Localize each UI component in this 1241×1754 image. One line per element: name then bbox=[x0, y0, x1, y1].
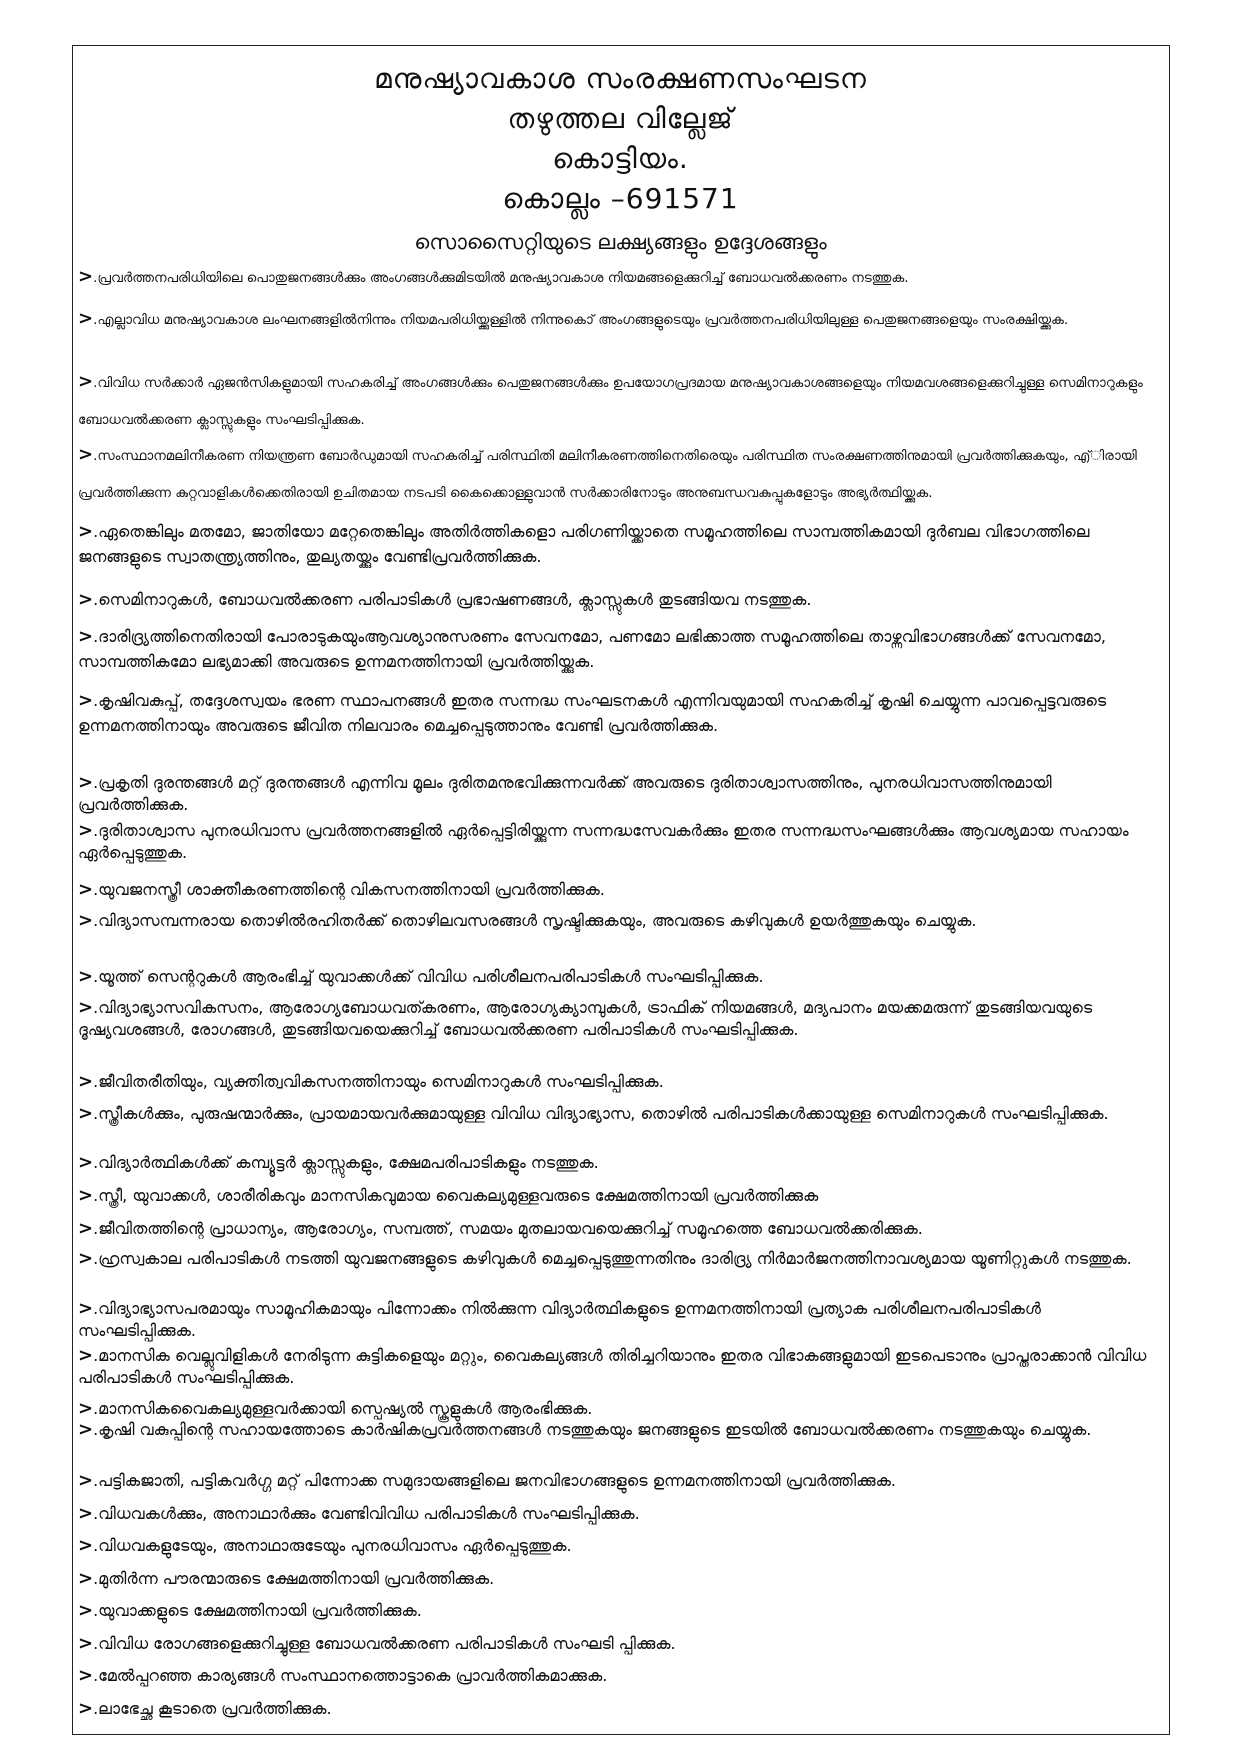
list-item bbox=[78, 772, 1163, 816]
list-item bbox=[78, 1566, 1163, 1591]
list-item-text: .എല്ലാവിധ മനുഷ്യാവകാശ ലംഘനങ്ങളിൽനിന്നും നിയമപരിധിയ്ക്കുള്ളിൽ നിന്നുകൊ് അംഗങ്ങളുടെയും പ്രവർത്തനപരിധിയിലുള്ള പെതുജനങ്ങളെയും സംരക്ഷിയ്ക്കുക. bbox=[93, 312, 1069, 328]
list-item-text: .സ്ത്രീകൾക്കും, പുരുഷന്മാർക്കും, പ്രായമായവർക്കുമായുള്ള വിവിധ വിദ്യാഭ്യാസ, തൊഴിൽ പരിപാടികൾക്കായുള്ള സെമിനാറുകൾ സംഘടിപ്പിക്കുക. bbox=[93, 1104, 1109, 1123]
bullet-arrow-icon: > bbox=[78, 1419, 94, 1440]
bullet-arrow-icon: > bbox=[78, 879, 94, 900]
bullet-arrow-icon: > bbox=[78, 1071, 94, 1092]
list-item-text: .സംസ്ഥാനമലിനീകരണ നിയന്ത്രണ ബോർഡുമായി സഹകരിച്ച് പരിസ്ഥിതി മലിനീകരണത്തിനെതിരെയും പരിസ്ഥിത സംരക്ഷണത്തിനുമായി പ്രവർത്തിക്കുകയും, എ്ിരായി പ്രവർത്തിക്കുന്ന കുറ്റവാളികൾക്കെതിരായി ഉചിതമായ നടപടി കൈക്കൊള്ളുവാൻ സർക്കാരിനോടും അനുബന്ധവകുപ്പുകളോടും അഭ്യർത്ഥിയ്ക്കുക. bbox=[78, 448, 1137, 501]
list-item bbox=[78, 300, 1163, 339]
list-item bbox=[78, 363, 1163, 439]
list-item bbox=[78, 1419, 1163, 1441]
list-item-text: .ദുരിതാശ്വാസ പുനരധിവാസ പ്രവർത്തനങ്ങളിൽ ഏർപ്പെട്ടിരിയ്ക്കുന്ന സന്നദ്ധസേവകർക്കും ഇതര സന്നദ്ധസംഘങ്ങൾക്കും ആവശ്യമായ സഹായം ഏർപ്പെടുത്തുക. bbox=[78, 821, 1129, 862]
list-item-text: .കൃഷി വകുപ്പിന്റെ സഹായത്തോടെ കാർഷികപ്രവർത്തനങ്ങൾ നടത്തുകയും ജനങ്ങളുടെ ഇടയിൽ ബോധവൽക്കരണം നടത്തുകയും ചെയ്യുക. bbox=[93, 1420, 1092, 1439]
bullet-arrow-icon: > bbox=[78, 1698, 94, 1719]
list-item bbox=[78, 1631, 1163, 1656]
bullet-arrow-icon: > bbox=[78, 521, 94, 542]
list-item bbox=[78, 877, 1163, 902]
list-item bbox=[78, 624, 1163, 674]
list-item bbox=[78, 1216, 1163, 1241]
bullet-arrow-icon: > bbox=[78, 444, 94, 465]
list-item-text: .ജീവിതരീതിയും, വ്യക്തിത്വവികസനത്തിനായും സെമിനാറുകൾ സംഘടിപ്പിക്കുക. bbox=[93, 1072, 664, 1091]
bullet-arrow-icon: > bbox=[78, 820, 94, 841]
bullet-arrow-icon: > bbox=[78, 1248, 94, 1269]
bullet-arrow-icon: > bbox=[78, 966, 94, 987]
list-item bbox=[78, 1248, 1163, 1270]
bullet-arrow-icon: > bbox=[78, 1470, 94, 1491]
list-item-text: .സ്ത്രീ, യുവാക്കൾ, ശാരീരികവും മാനസികവുമായ വൈകല്യമുള്ളവരുടെ ക്ഷേമത്തിനായി പ്രവർത്തിക്കുക bbox=[93, 1186, 819, 1205]
list-item bbox=[78, 519, 1163, 569]
town: കൊട്ടിയം. bbox=[552, 142, 689, 175]
list-item-text: .വിദ്യാസമ്പന്നരായ തൊഴിൽരഹിതർക്ക് തൊഴിലവസരങ്ങൾ സൃഷ്ടിക്കുകയും, അവരുടെ കഴിവുകൾ ഉയർത്തുകയും ചെയ്യുക. bbox=[93, 911, 977, 930]
list-item bbox=[78, 587, 1163, 612]
bullet-arrow-icon: > bbox=[78, 1345, 94, 1366]
bullet-arrow-icon: > bbox=[78, 1503, 94, 1524]
list-item-text: .ഹ്രസ്വകാല പരിപാടികൾ നടത്തി യുവജനങ്ങളുടെ കഴിവുകൾ മെച്ചപ്പെടുത്തുന്നതിനും ദാരിദ്ര്യ നിർമാർജനത്തിനാവശ്യമായ യൂണിറ്റുകൾ നടത്തുക. bbox=[93, 1249, 1132, 1268]
list-item-text: .വിധവകളുടേയും, അനാഥാരുടേയും പുനരധിവാസം ഏർപ്പെടുത്തുക. bbox=[93, 1536, 572, 1555]
list-item-text: .വിവിധ സർക്കാർ ഏജൻസികളുമായി സഹകരിച്ച് അംഗങ്ങൾക്കും പെതുജനങ്ങൾക്കും ഉപയോഗപ്രദമായ മനുഷ്യാവകാശങ്ങളെയും നിയമവശങ്ങളെക്കുറിച്ചുള്ള സെമിനാറുകളും ബോധവൽക്കരണ ക്ലാസ്സുകളും സംഘടിപ്പിക്കുക. bbox=[78, 375, 1143, 428]
list-item bbox=[78, 1696, 1163, 1721]
bullet-arrow-icon: > bbox=[78, 772, 94, 793]
bullet-arrow-icon: > bbox=[78, 1103, 94, 1124]
list-item bbox=[78, 1501, 1163, 1526]
list-item-text: .ദാരിദ്ര്യത്തിനെതിരായി പോരാടുകയുംആവശ്യാനുസരണം സേവനമോ, പണമോ ലഭിക്കാത്ത സമൂഹത്തിലെ താഴ്ന്നവിഭാഗങ്ങൾക്ക് സേവനമോ, സാമ്പത്തികമോ ലഭ്യമാക്കി അവരുടെ ഉന്നമനത്തിനായി പ്രവർത്തിയ്ക്കുക. bbox=[78, 627, 1106, 671]
list-item bbox=[78, 1533, 1163, 1558]
list-item bbox=[78, 688, 1163, 738]
bullet-arrow-icon: > bbox=[78, 1600, 94, 1621]
list-item-text: .യൂത്ത് സെന്ററുകൾ ആരംഭിച്ച് യുവാക്കൾക്ക് വിവിധ പരിശീലനപരിപാടികൾ സംഘടിപ്പിക്കുക. bbox=[93, 967, 764, 986]
list-item-text: .ജീവിതത്തിന്റെ പ്രാധാന്യം, ആരോഗ്യം, സമ്പത്ത്, സമയം മുതലായവയെക്കുറിച്ച് സമൂഹത്തെ ബോധവൽക്കരിക്കുക. bbox=[93, 1219, 923, 1238]
bullet-arrow-icon: > bbox=[78, 1185, 94, 1206]
bullet-arrow-icon: > bbox=[78, 371, 94, 392]
list-item bbox=[78, 997, 1163, 1041]
list-item bbox=[78, 1345, 1163, 1389]
list-item-text: .യുവാക്കളുടെ ക്ഷേമത്തിനായി പ്രവർത്തിക്കുക. bbox=[93, 1601, 422, 1620]
list-item bbox=[78, 1663, 1163, 1688]
list-item bbox=[78, 258, 1163, 297]
bullet-arrow-icon: > bbox=[78, 1665, 94, 1686]
list-item-text: .പട്ടികജാതി, പട്ടികവർഗ്ഗ മറ്റ് പിന്നോക്ക സമുദായങ്ങളിലെ ജനവിഭാഗങ്ങളുടെ ഉന്നമനത്തിനായി പ്രവർത്തിക്കുക. bbox=[93, 1471, 896, 1490]
section-title: സൊസൈറ്റിയുടെ ലക്ഷ്യങ്ങളും ഉദ്ദേശങ്ങളും bbox=[414, 230, 827, 254]
bullet-arrow-icon: > bbox=[78, 266, 94, 287]
bullet-arrow-icon: > bbox=[78, 997, 94, 1018]
list-item bbox=[78, 1468, 1163, 1493]
list-item-text: .കൃഷിവകുപ്പ്, തദ്ദേശസ്വയം ഭരണ സ്ഥാപനങ്ങൾ ഇതര സന്നദ്ധ സംഘടനകൾ എന്നിവയുമായി സഹകരിച്ച് കൃഷി ചെയ്യുന്ന പാവപ്പെട്ടവരുടെ ഉന്നമനത്തിനായും അവരുടെ ജീവിത നിലവാരം മെച്ചപ്പെടുത്താനും വേണ്ടി പ്രവർത്തിക്കുക. bbox=[78, 691, 1107, 735]
list-item-text: .വിദ്യാർത്ഥികൾക്ക് കമ്പ്യൂട്ടർ ക്ലാസ്സുകളും, ക്ഷേമപരിപാടികളും നടത്തുക. bbox=[93, 1153, 599, 1172]
bullet-arrow-icon: > bbox=[78, 1398, 94, 1419]
org-name: മനുഷ്യാവകാശ സംരക്ഷണസംഘടന bbox=[374, 62, 867, 95]
list-item-text: .പ്രകൃതി ദുരന്തങ്ങൾ മറ്റ് ദുരന്തങ്ങൾ എന്നിവ മൂലം ദുരിതമനുഭവിക്കുന്നവർക്ക് അവരുടെ ദുരിതാശ്വാസത്തിനും, പുനരധിവാസത്തിനുമായി പ്രവർത്തിക്കുക. bbox=[78, 773, 1052, 814]
list-item-text: .സെമിനാറുകൾ, ബോധവൽക്കരണ പരിപാടികൾ പ്രഭാഷണങ്ങൾ, ക്ലാസ്സുകൾ തുടങ്ങിയവ നടത്തുക. bbox=[93, 590, 812, 609]
list-item bbox=[78, 964, 1163, 989]
list-item bbox=[78, 1103, 1163, 1125]
list-item-text: .മാനസിക വെല്ലുവിളികൾ നേരിടുന്ന കുട്ടികളെയും മറ്റും, വൈകല്യങ്ങൾ തിരിച്ചറിയാനും ഇതര വിഭാകങ്ങളുമായി ഇടപെടാനും പ്രാപ്തരാക്കാൻ വിവിധ പരിപാടികൾ സംഘടിപ്പിക്കുക. bbox=[78, 1346, 1147, 1387]
list-item-text: .വിദ്യാഭ്യാസവികസനം, ആരോഗ്യബോധവത്കരണം, ആരോഗ്യക്യാമ്പുകൾ, ട്രാഫിക് നിയമങ്ങൾ, മദ്യപാനം മയക്കമരുന്ന് തുടങ്ങിയവയുടെ ദൂഷ്യവശങ്ങൾ, രോഗങ്ങൾ, തുടങ്ങിയവയെക്കുറിച്ച് ബോധവൽക്കരണ പരിപാടികൾ സംഘടിപ്പിക്കുക. bbox=[78, 998, 1093, 1039]
bullet-arrow-icon: > bbox=[78, 1298, 94, 1319]
bullet-arrow-icon: > bbox=[78, 589, 94, 610]
list-item-text: .വിവിധ രോഗങ്ങളെക്കുറിച്ചുള്ള ബോധവൽക്കരണ പരിപാടികൾ സംഘടി പ്പിക്കുക. bbox=[93, 1634, 676, 1653]
list-item bbox=[78, 436, 1163, 512]
bullet-arrow-icon: > bbox=[78, 626, 94, 647]
bullet-arrow-icon: > bbox=[78, 1568, 94, 1589]
list-item-text: .വിദ്യാഭ്യാസപരമായും സാമൂഹികമായും പിന്നോക്കം നിൽക്കുന്ന വിദ്യാർത്ഥികളുടെ ഉന്നമനത്തിനായി പ്രത്യാക പരിശീലനപരിപാടികൾ സംഘടിപ്പിക്കുക. bbox=[78, 1299, 1041, 1340]
bullet-arrow-icon: > bbox=[78, 1218, 94, 1239]
bullet-arrow-icon: > bbox=[78, 910, 94, 931]
bullet-arrow-icon: > bbox=[78, 1633, 94, 1654]
list-item-text: .വിധവകൾക്കും, അനാഥാർക്കും വേണ്ടിവിവിധ പരിപാടികൾ സംഘടിപ്പിക്കുക. bbox=[93, 1504, 640, 1523]
list-item-text: .പ്രവർത്തനപരിധിയിലെ പൊതുജനങ്ങൾക്കും അംഗങ്ങൾക്കുമിടയിൽ മനുഷ്യാവകാശ നിയമങ്ങളെക്കുറിച്ച് ബോധവൽക്കരണം നടത്തുക. bbox=[93, 270, 909, 286]
bullet-arrow-icon: > bbox=[78, 690, 94, 711]
list-item-text: .ഏതെങ്കിലും മതമോ, ജാതിയോ മറ്റേതെങ്കിലും അതിർത്തികളൊ പരിഗണിയ്ക്കാതെ സമൂഹത്തിലെ സാമ്പത്തികമായി ദുർബല വിഭാഗത്തിലെ ജനങ്ങളുടെ സ്വാതന്ത്ര്യത്തിനും, തുല്യതയ്ക്കും വേണ്ടിപ്രവർത്തിക്കുക. bbox=[78, 522, 1090, 566]
list-item-text: .യുവജനസ്ത്രീ ശാക്തീകരണത്തിന്റെ വികസനത്തിനായി പ്രവർത്തിക്കുക. bbox=[93, 880, 605, 899]
list-item bbox=[78, 1598, 1163, 1623]
bullet-arrow-icon: > bbox=[78, 1535, 94, 1556]
list-item bbox=[78, 1150, 1163, 1175]
bullet-arrow-icon: > bbox=[78, 308, 94, 329]
list-item-text: .മേൽപ്പറഞ്ഞ കാര്യങ്ങൾ സംസ്ഥാനത്തൊട്ടാകെ പ്രാവർത്തികമാക്കുക. bbox=[93, 1666, 608, 1685]
list-item bbox=[78, 820, 1163, 864]
bullet-arrow-icon: > bbox=[78, 1152, 94, 1173]
list-item bbox=[78, 910, 1163, 932]
list-item bbox=[78, 1183, 1163, 1208]
list-item-text: .മാനസികവൈകല്യമുള്ളവർക്കായി സ്പെഷ്യൽ സ്കൂളുകൾ ആരംഭിക്കുക. bbox=[93, 1399, 593, 1418]
village: തഴുത്തല വില്ലേജ് bbox=[507, 102, 734, 135]
list-item bbox=[78, 1398, 1163, 1420]
list-item bbox=[78, 1069, 1163, 1094]
list-item bbox=[78, 1298, 1163, 1342]
list-item-text: .മുതിർന്ന പൗരന്മാരുടെ ക്ഷേമത്തിനായി പ്രവർത്തിക്കുക. bbox=[93, 1569, 495, 1588]
district-pincode: കൊല്ലം –691571 bbox=[502, 182, 739, 215]
list-item-text: .ലാഭേച്ഛ കൂടാതെ പ്രവർത്തിക്കുക. bbox=[93, 1699, 332, 1718]
